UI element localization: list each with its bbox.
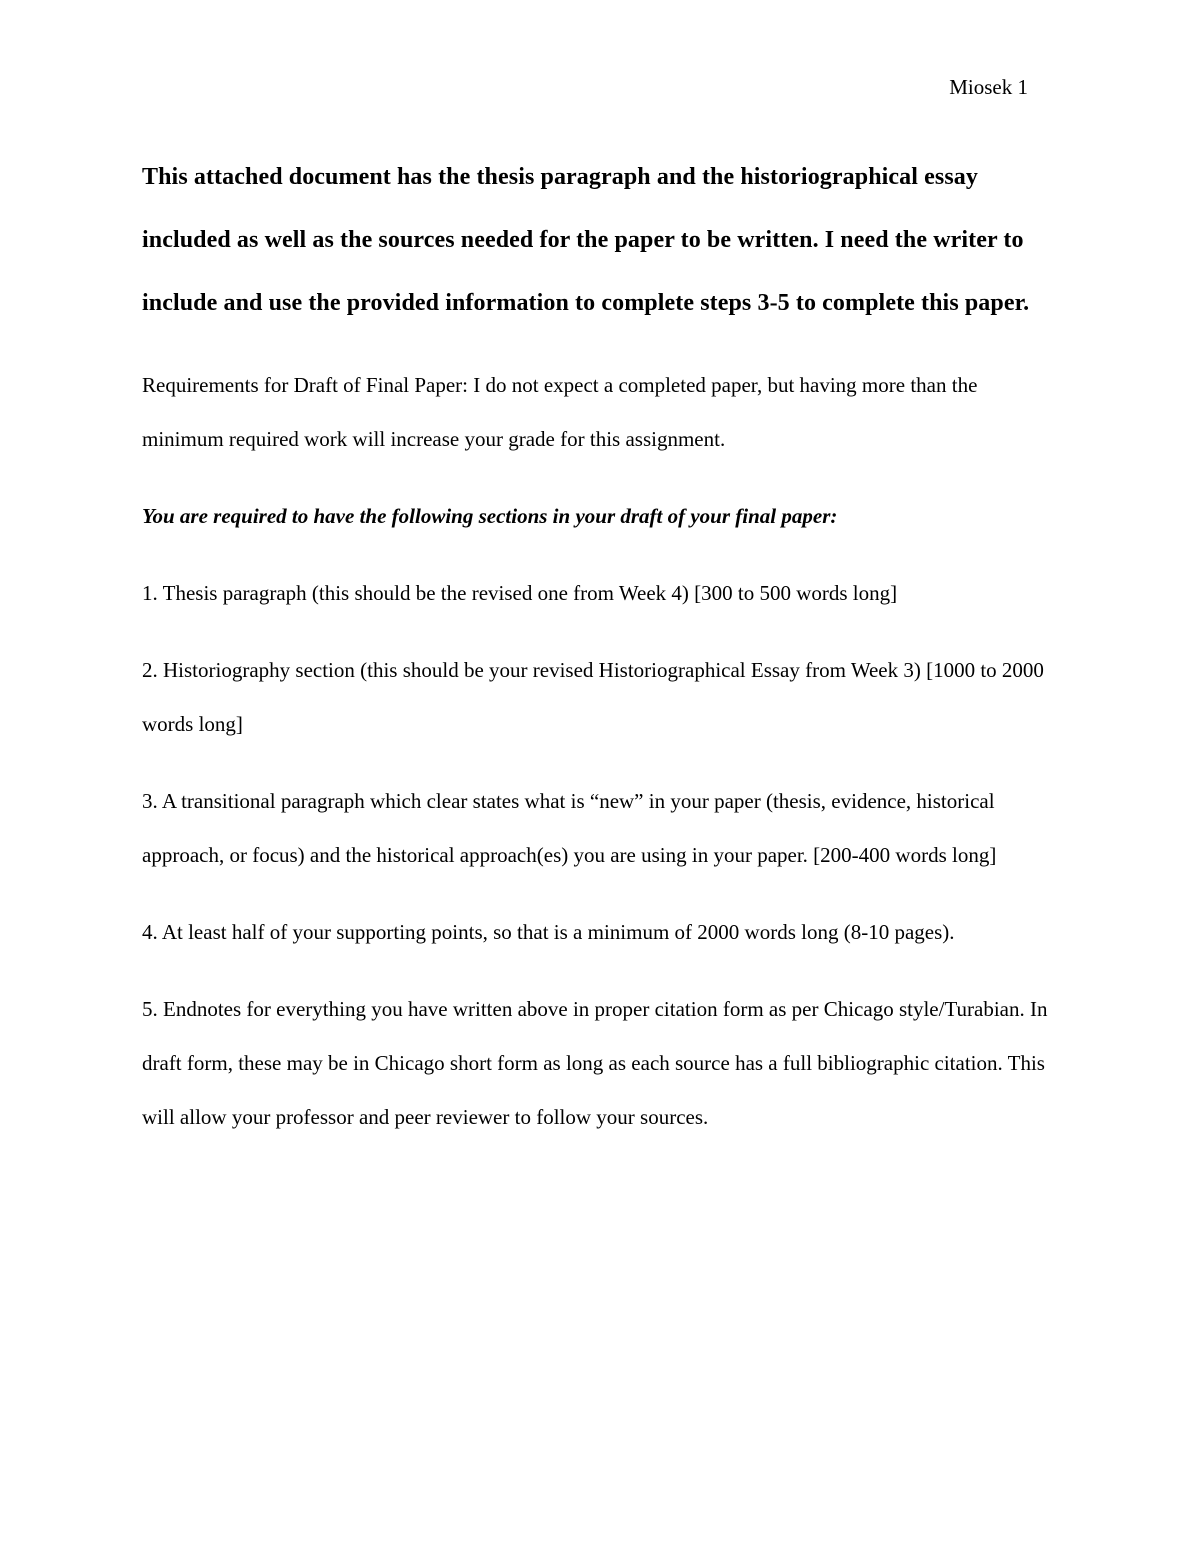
requirements-paragraph: Requirements for Draft of Final Paper: I do not expect a completed paper, but having more than the minimum required work will increase your grade for this assignment.: [142, 373, 978, 451]
list-item-endnotes: 5. Endnotes for everything you have written above in proper citation form as per Chicago style/Turabian. In draft form, these may be in Chicago short form as long as each source has a full bibliographic citation. This will allow your professor and peer reviewer to follow your sources.: [142, 997, 1048, 1129]
list-item-historiography: 2. Historiography section (this should be your revised Historiographical Essay from Week 3) [1000 to 2000 words long]: [142, 658, 1044, 736]
list-item-thesis: 1. Thesis paragraph (this should be the revised one from Week 4) [300 to 500 words long]: [142, 581, 898, 605]
running-head: Miosek 1: [949, 75, 1028, 99]
list-item-supporting-points: 4. At least half of your supporting points, so that is a minimum of 2000 words long (8-10 pages).: [142, 920, 955, 944]
intro-paragraph: This attached document has the thesis paragraph and the historiographical essay included as well as the sources needed for the paper to be written. I need the writer to include and use the provided information to complete steps 3-5 to complete this paper.: [142, 164, 1030, 316]
list-item-transitional: 3. A transitional paragraph which clear states what is “new” in your paper (thesis, evidence, historical approach, or focus) and the historical approach(es) you are using in your paper. [200-400 words long]: [142, 789, 997, 867]
sections-heading: You are required to have the following sections in your draft of your final paper:: [142, 504, 838, 528]
document-body: [142, 146, 1062, 1167]
